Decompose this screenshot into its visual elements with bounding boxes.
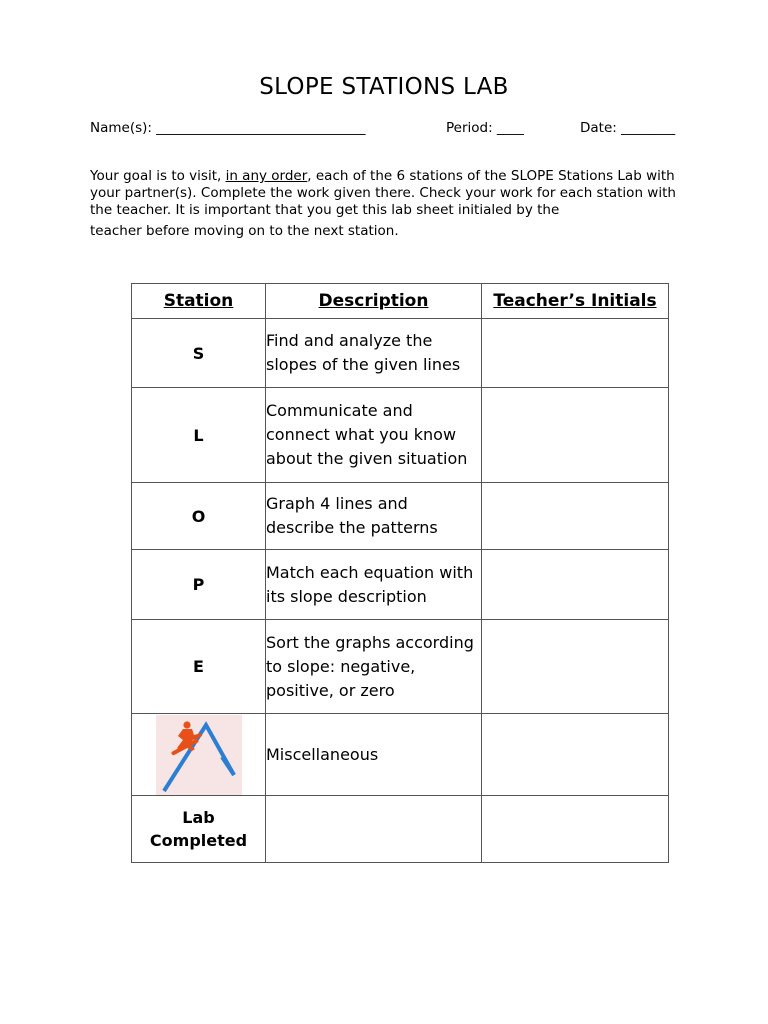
page-title: SLOPE STATIONS LAB <box>259 74 509 100</box>
table-row <box>132 388 669 483</box>
initials-cell[interactable] <box>482 550 669 620</box>
description-cell: Miscellaneous <box>266 714 482 796</box>
station-cell: O <box>132 483 266 550</box>
initials-cell[interactable] <box>482 796 669 863</box>
initials-cell[interactable] <box>482 388 669 483</box>
table-row <box>132 483 669 550</box>
description-cell: Communicate and connect what you know about the given situation <box>266 388 482 483</box>
table-row <box>132 796 669 863</box>
station-cell: P <box>132 550 266 620</box>
stations-table <box>131 283 669 863</box>
initials-cell[interactable] <box>482 319 669 388</box>
period-field[interactable]: Period: ____ <box>446 120 524 136</box>
station-cell: Lab Completed <box>132 796 266 863</box>
initials-cell[interactable] <box>482 620 669 714</box>
description-cell: Graph 4 lines and describe the patterns <box>266 483 482 550</box>
instructions <box>90 168 680 243</box>
header-initials: Teacher’s Initials <box>482 284 669 319</box>
initials-cell[interactable] <box>482 483 669 550</box>
station-cell: E <box>132 620 266 714</box>
station-cell: S <box>132 319 266 388</box>
description-cell <box>266 796 482 863</box>
station-cell <box>132 714 266 796</box>
table-row <box>132 714 669 796</box>
intro-part1: Your goal is to visit, <box>90 168 226 184</box>
station-cell: L <box>132 388 266 483</box>
intro-emphasis: in any order <box>225 168 308 184</box>
description-cell: Find and analyze the slopes of the given lines <box>266 319 482 388</box>
header-description: Description <box>266 284 482 319</box>
initials-cell[interactable] <box>482 714 669 796</box>
header-station: Station <box>132 284 266 319</box>
description-cell: Match each equation with its slope description <box>266 550 482 620</box>
table-row <box>132 620 669 714</box>
snowboarder-mountain-icon <box>156 715 242 795</box>
names-field[interactable]: Name(s): _______________________________ <box>90 120 366 136</box>
table-row <box>132 319 669 388</box>
date-field[interactable]: Date: ________ <box>580 120 676 136</box>
table-header-row <box>132 284 669 319</box>
header-fields <box>90 118 690 138</box>
table-row <box>132 550 669 620</box>
intro-part2: , each of the 6 stations of the SLOPE Stations Lab with your partner(s). Complete the work given there. Check your work for each station with the teacher. It is important that you get this lab sheet initialed by the <box>90 168 676 218</box>
description-cell: Sort the graphs according to slope: negative, positive, or zero <box>266 620 482 714</box>
intro-last-line: teacher before moving on to the next station. <box>90 223 399 239</box>
